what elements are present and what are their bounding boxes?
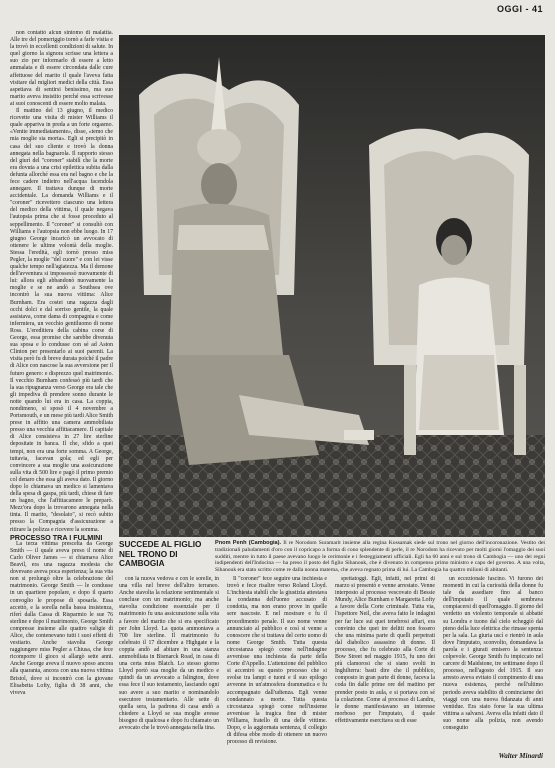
photo-caption-area xyxy=(119,540,545,574)
photo-caption xyxy=(215,540,545,574)
caption-text: Il re Norodom Suramarit insieme alla regina Kossamak siede sul trono nel giorno dell'incoronazione. Vestito dei tradizionali paludamenti d'oro con il copricapo a forma di cono splendente di perle, il re Norodom ha ricevuto per molti giorni l'omaggio dei suoi sudditi, mentre in tutto il paese avevano luogo le cerimonie e i festeggiamenti ufficiali. Egli ha 60 anni e sul trono di Cambogia — uno dei regni indipendenti dell'Indocina — ha preso il posto del figlio Sihanouk, che è divenuto in compenso primo ministro e capo del governo. A una volta, Sihanouk era stato scritto come re dalla nonna materna, che aveva regnato prima di lui. La Cambogia ha quattro milioni di abitanti. xyxy=(215,540,545,574)
caption-lead: Pnom Penh (Cambogia). xyxy=(215,540,282,546)
text-column-5 xyxy=(443,576,543,756)
article-paragraph: Il mattino del 13 giugno, il medico ricevette una visita di mister Williams il quale appariva in preda a un forte orgasmo. «Venite immediatamente», disse, «temo che mia moglie sia morta». Egli si precipitò in casa del suo cliente e trovò la donna annegata nella bagnarola. Il rapporto stesso del giurì del "coroner" stabilì che la morte era dovuta a una crisi epilettica subita dalla defunta allorché essa era nel bagno e che la fece cadere indietro nell'acqua facendola annegare. Il trattava dunque di morte accidentale. La domanda Williams e il "coroner" ricevettero ciascuno una lettera del medico della vittima, il quale negava l'autopsia prima che si fosse proceduto al seppellimento. Il "coroner" si consultò con Williams e l'autopsia non ebbe luogo. In 17 giugno George incaricò un avvocato di ottenere le ultime volontà della moglie. Stessa l'eredità, egli tornò presso miss Pegler, la moglie "del cuore" e con lei visse qualche tempo nell'agiatezza. Ma il demone dell'avventura si impossessò nuovamente di lui: allora egli abbandonò nuovamente la moglie e se ne andò a Southsea ove incontrò la sua nuova vittima: Alice Burnham. Era costei una ragazza dagli occhi dolci e dal sorriso gentile, la quale assistava, come dama di compagnia e come infermiera, un vecchio gentiluomo di nome Ross. L'ereditiera della cabina corse di George, essa promise che sarebbe divenuta sua sposa e lo condusse con sé ad Aston Clinton per presentarlo ai suoi parenti. La visita però fu di breve durata poiché il padre di Alice con nascose la sua avversione per il futuro genero: e disprezzo quel matrimonio. Il vecchio Burnham confessò più tardi che la sua ripugnanza verso George era tale che gli impediva di prendere sonno durante le notte quando lui era in casa. La coppia, nondimeno, si sposò il 4 novembre a Portsmouth, e un mese più tardi Alice Smith prese in affitto una camera ammobiliata presso una vecchia affittacamere. Il capitale di Alice consisteva in 27 lire sterline depositate in banca. Il che, sfido a quei tempi, non era una forte somma. A George, tuttavia, facevan gola; ed egli per convincere a sua moglie una assicurazione sulla vita di 500 lire e pagò il primo premio col denaro che essa gli aveva dato. Il giorno dopo lo chiamava un medico si lamentava della spesa di gaspa, più tardi, chiese di fare un bagno, che l'affittacamere le preparò. Mezz'ora dopo la trovarono annegata nella tinta. Il marito, "desolato", si recò subito presso la Compagnia d'assicurazione a ritirare la polizza e ricevere la somma. xyxy=(10,108,113,533)
publication-folio: OGGI - 41 xyxy=(496,4,543,14)
article-paragraph: Il "coroner" fece seguire una inchiesta e trovò e fece risalire verso Roland Lloyd. L'inchiesta stabilì che la giustizia attestava la condanna dell'uomo accusato di condotta, ma non erano prove in quelle sere nascoste. E nel mostrare e fu il procedimento penale. Il suo nome venne annunciato al pubblico e così si venne a conoscere che si trattava del certo uomo di nome George Smith. Tutta questa circostanza spiegò come nell'indagine avvenisse una inchiesta da parte della Corte d'Appello. L'attenzione del pubblico si accentrò su questo processo che si svolse tra lampi e tuoni e il suo epilogo avvenne in un'atmosfera drammatica e fu accompagnato dall'udienza. Egli venne condannato a morte. Tutta questa circostanza spiegò come nell'insieme avvenisse la tragica fine di mister Williams, fratello di una delle vittime. Dopo, e la aggiornata sentenza, il collegio di difesa ebbe modo di ottenere un nuovo processo di revisione. xyxy=(227,576,327,746)
coronation-photo-illustration xyxy=(119,35,545,537)
text-column-3 xyxy=(227,576,327,756)
article-paragraph: non contattò alcun sintomo di malattia. Alle tre del pomeriggio tornò a farle visita e la trovò in eccellenti condizioni di salute. In quel giorno la signora scrisse una lettera a suo zio per informarlo di essere a letto ammalata e di essere circondata dalle cure affettuose del marito il quale l'aveva fatta visitare dal migliori medici della città. Essa aspettava di sentirsi benissimo, ma suo marito aveva insistito perché essa scrivesse ai suoi conoscenti di essere molto malata. xyxy=(10,30,113,107)
photo-headline: SUCCEDE AL FIGLIO NEL TRONO DI CAMBOGIA xyxy=(119,540,202,569)
page-header xyxy=(0,4,555,18)
text-column-2 xyxy=(119,576,219,756)
article-paragraph: spettatoggi. Egli, infatti, nel primi di marzo si presentò e venne arrestato. Venne interposto al processo vescovato di Bessie Mundy, Alice Burnham e Margaretta Lofty a favore della Corte criminale. Tutta via, l'ispettore Neil, che aveva fatto le indagini per far luce sui quei tenebrosi affari, era convinto che quei tre delitti non fossero che una minima parte di quelli perpetrati dal diabolico assassino di donne. Il processo, che fu celebrato alla Corte di Bow Street nel maggio 1915, fu uno dei più clamorosi che si siano svolti in Inghilterra: basti dire che il pubblico, composto in gran parte di donne, faceva la coda fin dalle prime ore del mattino per prender posto in aula, e si portava con sé la colazione. Come al processo di Landru, le donne manifestavano un interesse morboso per l'imputato, il quale effettivamente esercitava su di esse xyxy=(335,576,435,724)
article-paragraph: un eccezionale fascino. Vi furono dei momenti in cui la curiosità della donne fu tale da assediare fino al banco dell'imputato il quale sembrava compiacersi di quell'omaggio. Il giorno del verdetto un violento temporale si abbatté su Londra e tuono dal cielo echeggiò dal pieno della luce elettrica che rimase spenta per la sala. La giuria uscì e rientrò in aula dove l'imputato, sconvolto, domandava la parola e i giurati emisero la sentenza: colpevole. George Smith fu impiccato nel carcere di Maidstone, tre settimane dopo il processo, nell'agosto del 1915. Il suo arresto aveva evitato il compimento di una nuova esistenza, perché nell'ultimo periodo aveva stabilito di cominciarne dei viaggi con una nuova fidanzata di anni ventidue. Era stato forse la sua ultima vittima a salvarsi. Aveva ella infatti dato il suo nome alla polizia, non avendo conseguito xyxy=(443,576,543,731)
article-body-columns xyxy=(119,576,545,756)
section-subhead: PROCESSO TRA I FULMINI xyxy=(10,532,103,542)
left-text-column xyxy=(10,30,113,752)
coronation-photo xyxy=(119,35,545,537)
article-paragraph: con la nuova vedova e con le sorelle, in una villa nel breve dell'altro terraneo. Anche stavolta la relazione sentimentale si concluse con un matrimonio; ma anche stavolta condizione essenziale per il matrimonio fu una assicurazione sulla vita a favore del marito che si era specificato per John Lloyd. La quota ammontava a 700 lire sterline. Il matrimonio fu celebrato il 17 dicembre a Highgate e la coppia andò ad abitare in una stanza ammobiliata in Bismarck Road, in casa di una certa miss Blatch. Lo stesso giorno Lloyd portò sua moglie da un medico e quindi da un avvocato a Islington, dove essa fece il suo testamento, lasciando ogni suo avere a suo marito e nominandolo esecutore testamentario. Alle sette di quella sera, la padrona di casa andò a chiedere a Lloyd se sua moglie avesse bisogno di qualcosa e dopo fu chiamato un avvocato che le trovò annegata nella tina. xyxy=(119,576,219,731)
text-column-4 xyxy=(335,576,435,756)
author-signature: Walter Minardi xyxy=(498,752,543,760)
article-paragraph: La terza vittima prescelta da George Smith — il quale aveva preso il nome di Carlo Oliver James — si chiamava Alice Beavil, era una ragazza modesta che dovevano aveva poca esperienza; la sua vita non si prolungò oltre la celebrazione del matrimonio. George Smith — le condusse in un quartiere popolare, e dopo il quarto convoglio le propose di sposarla. Essa accettò, e la sorella nella bassa insistenza, riferì dalla Cassa di Risparmio le sue 76 sterline e dopo il matrimonio, George Smith compresse insieme alle quattro valigie di Alice, che contenevano tutti i suoi effetti di vestiario. Anche stavolta George raggiungere miss Pegler a Chiusa, che fece ricomporre il gioco si allargò sette anni. Anche George aveva il nuovo sposo ancora alla quaranta, ancora con una nuova vittima Bristol, dove si incontrò con la giovane Elisabetta Lofty, figlia di 38 anni, che viveva xyxy=(10,540,113,696)
